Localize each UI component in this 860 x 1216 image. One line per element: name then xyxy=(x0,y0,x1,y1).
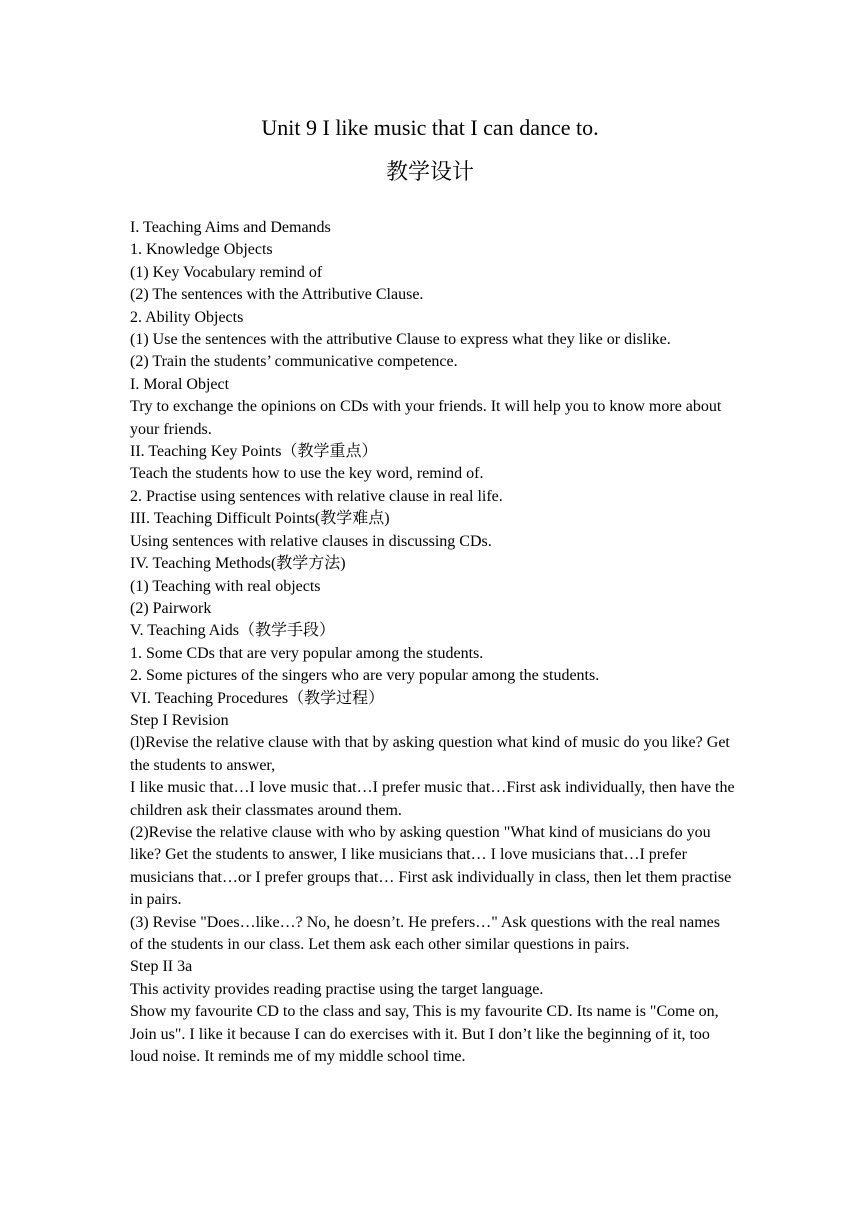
body-paragraph: (2) The sentences with the Attributive Clause. xyxy=(130,286,424,304)
body-paragraph: (3) Revise "Does…like…? No, he doesn’t. He prefers…" Ask questions with the real names of the students in our class. Let them ask each other similar questions in pairs. xyxy=(130,913,720,953)
document-title: Unit 9 I like music that I can dance to. xyxy=(261,115,599,140)
body-paragraph: (2) Train the students’ communicative competence. xyxy=(130,353,458,371)
document-subtitle: 教学设计 xyxy=(385,159,474,184)
body-paragraph: 1. Knowledge Objects xyxy=(130,241,273,259)
body-paragraph: Step I Revision xyxy=(130,711,229,729)
body-paragraph: (1) Key Vocabulary remind of xyxy=(130,263,323,281)
body-paragraph: I. Moral Object xyxy=(130,375,230,393)
body-paragraph: Show my favourite CD to the class and say, This is my favourite CD. Its name is "Come on, Join us". I like it because I can do exercises with it. But I don’t like the beginning of it, too loud noise. It reminds me of my middle school time. xyxy=(130,1003,719,1066)
body-paragraph: 2. Practise using sentences with relative clause in real life. xyxy=(130,487,503,505)
body-paragraph: (l)Revise the relative clause with that by asking question what kind of music do you like? Get the students to answer, xyxy=(130,734,730,774)
body-paragraph: Teach the students how to use the key word, remind of. xyxy=(130,465,484,483)
body-paragraph: II. Teaching Key Points（教学重点） xyxy=(130,443,378,461)
body-paragraph: This activity provides reading practise using the target language. xyxy=(130,980,544,998)
body-paragraph: Using sentences with relative clauses in discussing CDs. xyxy=(130,532,492,550)
body-paragraph: I. Teaching Aims and Demands xyxy=(130,219,331,236)
body-paragraph: III. Teaching Difficult Points(教学难点) xyxy=(130,510,390,528)
body-paragraph: V. Teaching Aids（教学手段） xyxy=(130,622,335,640)
body-paragraph: (1) Teaching with real objects xyxy=(130,577,321,595)
document-body xyxy=(130,217,735,1068)
body-paragraph: Step II 3a xyxy=(130,958,193,976)
body-paragraph: 2. Ability Objects xyxy=(130,308,244,326)
body-paragraph: Try to exchange the opinions on CDs with your friends. It will help you to know more about your friends. xyxy=(130,398,722,438)
body-paragraph: I like music that…I love music that…I prefer music that…First ask individually, then have the children ask their classmates around them. xyxy=(130,779,735,819)
body-paragraph: (2) Pairwork xyxy=(130,599,212,617)
body-paragraph: (1) Use the sentences with the attributive Clause to express what they like or dislike. xyxy=(130,331,671,349)
body-paragraph: VI. Teaching Procedures（教学过程） xyxy=(130,689,385,707)
body-paragraph: IV. Teaching Methods(教学方法) xyxy=(130,555,346,573)
body-paragraph: (2)Revise the relative clause with who by asking question "What kind of musicians do you like? Get the students to answer, I like musicians that… I love musicians that…I prefer musicians that…or I prefer groups that… First ask individually in class, then let them practise in pairs. xyxy=(130,823,732,909)
body-paragraph: 2. Some pictures of the singers who are very popular among the students. xyxy=(130,667,600,685)
body-paragraph: 1. Some CDs that are very popular among the students. xyxy=(130,644,484,662)
